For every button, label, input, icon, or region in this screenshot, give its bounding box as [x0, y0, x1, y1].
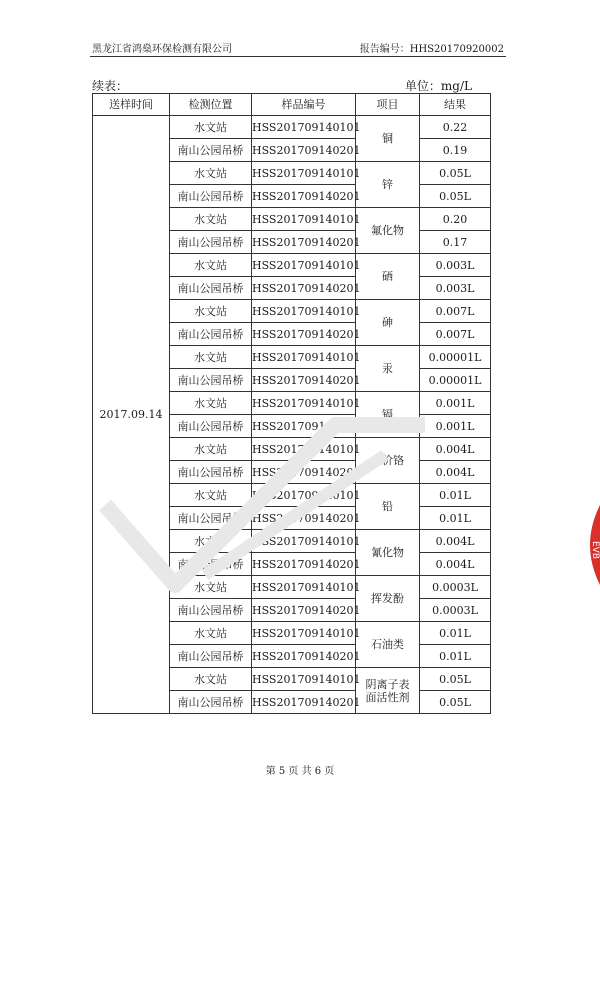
sample-id-cell: HSS201709140101: [252, 162, 356, 185]
seal-stamp-text: EVB: [590, 540, 600, 560]
sample-id-cell: HSS201709140201: [252, 185, 356, 208]
item-cell: 镉: [356, 392, 420, 438]
result-cell: 0.007L: [420, 323, 491, 346]
result-cell: 0.004L: [420, 553, 491, 576]
column-header-result: 结果: [420, 94, 491, 116]
seal-stamp: [578, 505, 600, 585]
column-header-location: 检测位置: [170, 94, 252, 116]
sample-id-cell: HSS201709140101: [252, 208, 356, 231]
sample-id-cell: HSS201709140101: [252, 484, 356, 507]
sample-id-cell: HSS201709140201: [252, 691, 356, 714]
sample-id-cell: HSS201709140201: [252, 461, 356, 484]
location-cell: 南山公园吊桥: [170, 645, 252, 668]
item-cell: 氟化物: [356, 208, 420, 254]
location-cell: 南山公园吊桥: [170, 599, 252, 622]
location-cell: 南山公园吊桥: [170, 507, 252, 530]
location-cell: 南山公园吊桥: [170, 691, 252, 714]
location-cell: 水文站: [170, 162, 252, 185]
location-cell: 水文站: [170, 484, 252, 507]
result-cell: 0.004L: [420, 461, 491, 484]
location-cell: 水文站: [170, 300, 252, 323]
table-row: [93, 116, 491, 139]
location-cell: 水文站: [170, 622, 252, 645]
sample-id-cell: HSS201709140201: [252, 507, 356, 530]
item-cell: 锌: [356, 162, 420, 208]
table-header-row: [93, 94, 491, 116]
sample-id-cell: HSS201709140101: [252, 668, 356, 691]
table-body: [93, 116, 491, 714]
result-cell: 0.22: [420, 116, 491, 139]
result-cell: 0.0003L: [420, 576, 491, 599]
location-cell: 水文站: [170, 576, 252, 599]
location-cell: 南山公园吊桥: [170, 461, 252, 484]
unit-label: 单位：mg/L: [404, 79, 472, 93]
page-number: 第 5 页 共 6 页: [265, 766, 335, 777]
header-rule: [90, 56, 506, 57]
result-cell: 0.001L: [420, 415, 491, 438]
result-cell: 0.007L: [420, 300, 491, 323]
result-cell: 0.003L: [420, 254, 491, 277]
result-cell: 0.01L: [420, 484, 491, 507]
result-cell: 0.003L: [420, 277, 491, 300]
result-cell: 0.0003L: [420, 599, 491, 622]
item-cell: 铅: [356, 484, 420, 530]
item-cell: 挥发酚: [356, 576, 420, 622]
sample-id-cell: HSS201709140201: [252, 139, 356, 162]
result-cell: 0.17: [420, 231, 491, 254]
location-cell: 南山公园吊桥: [170, 323, 252, 346]
location-cell: 水文站: [170, 254, 252, 277]
result-cell: 0.19: [420, 139, 491, 162]
result-cell: 0.00001L: [420, 346, 491, 369]
column-header-item: 项目: [356, 94, 420, 116]
item-cell: 汞: [356, 346, 420, 392]
sample-id-cell: HSS201709140101: [252, 622, 356, 645]
location-cell: 南山公园吊桥: [170, 185, 252, 208]
item-cell: 铜: [356, 116, 420, 162]
location-cell: 南山公园吊桥: [170, 553, 252, 576]
location-cell: 南山公园吊桥: [170, 369, 252, 392]
result-cell: 0.05L: [420, 185, 491, 208]
column-header-sample-date: 送样时间: [93, 94, 170, 116]
sample-id-cell: HSS201709140101: [252, 116, 356, 139]
column-header-sample-id: 样品编号: [252, 94, 356, 116]
sample-id-cell: HSS201709140201: [252, 645, 356, 668]
location-cell: 水文站: [170, 438, 252, 461]
result-cell: 0.001L: [420, 392, 491, 415]
sample-date-cell: 2017.09.14: [93, 116, 170, 714]
location-cell: 南山公园吊桥: [170, 277, 252, 300]
item-cell: 砷: [356, 300, 420, 346]
sample-id-cell: HSS201709140201: [252, 553, 356, 576]
location-cell: 水文站: [170, 208, 252, 231]
sample-id-cell: HSS201709140101: [252, 392, 356, 415]
result-cell: 0.01L: [420, 645, 491, 668]
sample-id-cell: HSS201709140201: [252, 323, 356, 346]
sample-id-cell: HSS201709140201: [252, 415, 356, 438]
result-cell: 0.05L: [420, 691, 491, 714]
sample-id-cell: HSS201709140101: [252, 576, 356, 599]
location-cell: 水文站: [170, 392, 252, 415]
continuation-label: 续表：: [92, 79, 129, 93]
sample-id-cell: HSS201709140101: [252, 254, 356, 277]
result-cell: 0.05L: [420, 668, 491, 691]
location-cell: 南山公园吊桥: [170, 139, 252, 162]
results-table: [92, 93, 491, 714]
sample-id-cell: HSS201709140201: [252, 231, 356, 254]
item-cell: 六价铬: [356, 438, 420, 484]
result-cell: 0.01L: [420, 507, 491, 530]
result-cell: 0.05L: [420, 162, 491, 185]
result-cell: 0.004L: [420, 530, 491, 553]
header-company: 黑龙江省鸿燊环保检测有限公司: [92, 44, 232, 55]
sample-id-cell: HSS201709140101: [252, 438, 356, 461]
location-cell: 水文站: [170, 346, 252, 369]
location-cell: 南山公园吊桥: [170, 231, 252, 254]
result-cell: 0.004L: [420, 438, 491, 461]
result-cell: 0.01L: [420, 622, 491, 645]
location-cell: 南山公园吊桥: [170, 415, 252, 438]
item-cell: 硒: [356, 254, 420, 300]
location-cell: 水文站: [170, 530, 252, 553]
item-cell: 石油类: [356, 622, 420, 668]
sample-id-cell: HSS201709140101: [252, 346, 356, 369]
sample-id-cell: HSS201709140201: [252, 277, 356, 300]
result-cell: 0.00001L: [420, 369, 491, 392]
sample-id-cell: HSS201709140201: [252, 369, 356, 392]
sample-id-cell: HSS201709140101: [252, 300, 356, 323]
sample-id-cell: HSS201709140101: [252, 530, 356, 553]
result-cell: 0.20: [420, 208, 491, 231]
item-cell: 氰化物: [356, 530, 420, 576]
location-cell: 水文站: [170, 116, 252, 139]
location-cell: 水文站: [170, 668, 252, 691]
header-report-number: 报告编号：HHS20170920002: [359, 44, 504, 55]
sample-id-cell: HSS201709140201: [252, 599, 356, 622]
item-cell: 阴离子表面活性剂: [356, 668, 420, 714]
